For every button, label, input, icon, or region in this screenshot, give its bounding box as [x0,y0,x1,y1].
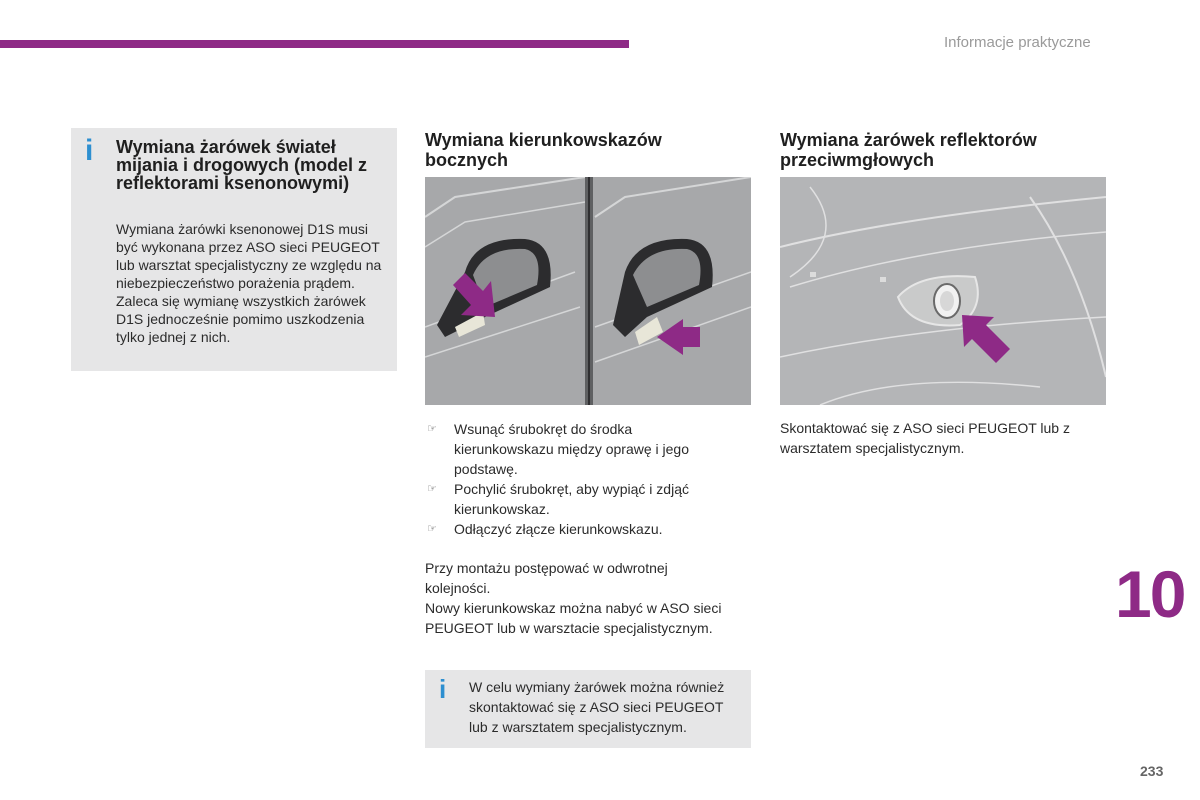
contact-note-box [425,670,751,748]
indicator-steps-list [425,419,735,539]
step-text: Odłączyć złącze kierunkowskazu. [454,521,663,537]
section-title: Informacje praktyczne [944,34,1091,51]
header-accent-bar [0,40,629,48]
xenon-info-box [71,128,397,371]
step-text: Wsunąć śrubokręt do środka kierunkowskazu między oprawę i jego podstawę. [454,421,689,477]
fog-lights-heading: Wymiana żarówek reflektorów przeciwmgłowych [780,130,1037,170]
fog-lights-text: Skontaktować się z ASO sieci PEUGEOT lub z warsztatem specjalistycznym. [780,420,1070,456]
hand-pointer-icon: ☞ [427,483,437,495]
page-number: 233 [1140,763,1164,779]
info-icon: i [85,134,94,167]
fog-light-illustration [780,177,1106,405]
contact-note-text: W celu wymiany żarówek można również skontaktować się z ASO sieci PEUGEOT lub z warsztatem specjalistycznym. [469,679,725,735]
indicators-paragraph: Przy montażu postępować w odwrotnej kolejności. Nowy kierunkowskaz można nabyć w ASO sieci PEUGEOT lub w warsztacie specjalistycznym. [425,560,722,636]
indicators-heading: Wymiana kierunkowskazów bocznych [425,130,662,170]
chapter-number: 10 [1115,557,1185,631]
list-item [425,479,735,519]
list-item [425,519,735,539]
mirror-indicator-illustration [425,177,751,405]
info-icon: i [439,674,447,704]
xenon-info-text: Wymiana żarówki ksenonowej D1S musi być wykonana przez ASO sieci PEUGEOT lub warsztat specjalistyczny ze względu na niebezpieczeństwo porażenia prądem. Zaleca się wymianę wszystkich żarówek D1S jednocześnie pomimo uszkodzenia tylko jednej z nich. [116,221,382,345]
hand-pointer-icon: ☞ [427,423,437,435]
hand-pointer-icon: ☞ [427,523,437,535]
list-item [425,419,735,479]
xenon-info-title: Wymiana żarówek świateł mijania i drogowych (model z reflektorami ksenonowymi) [116,137,368,193]
step-text: Pochylić śrubokręt, aby wypiąć i zdjąć kierunkowskaz. [454,481,689,517]
